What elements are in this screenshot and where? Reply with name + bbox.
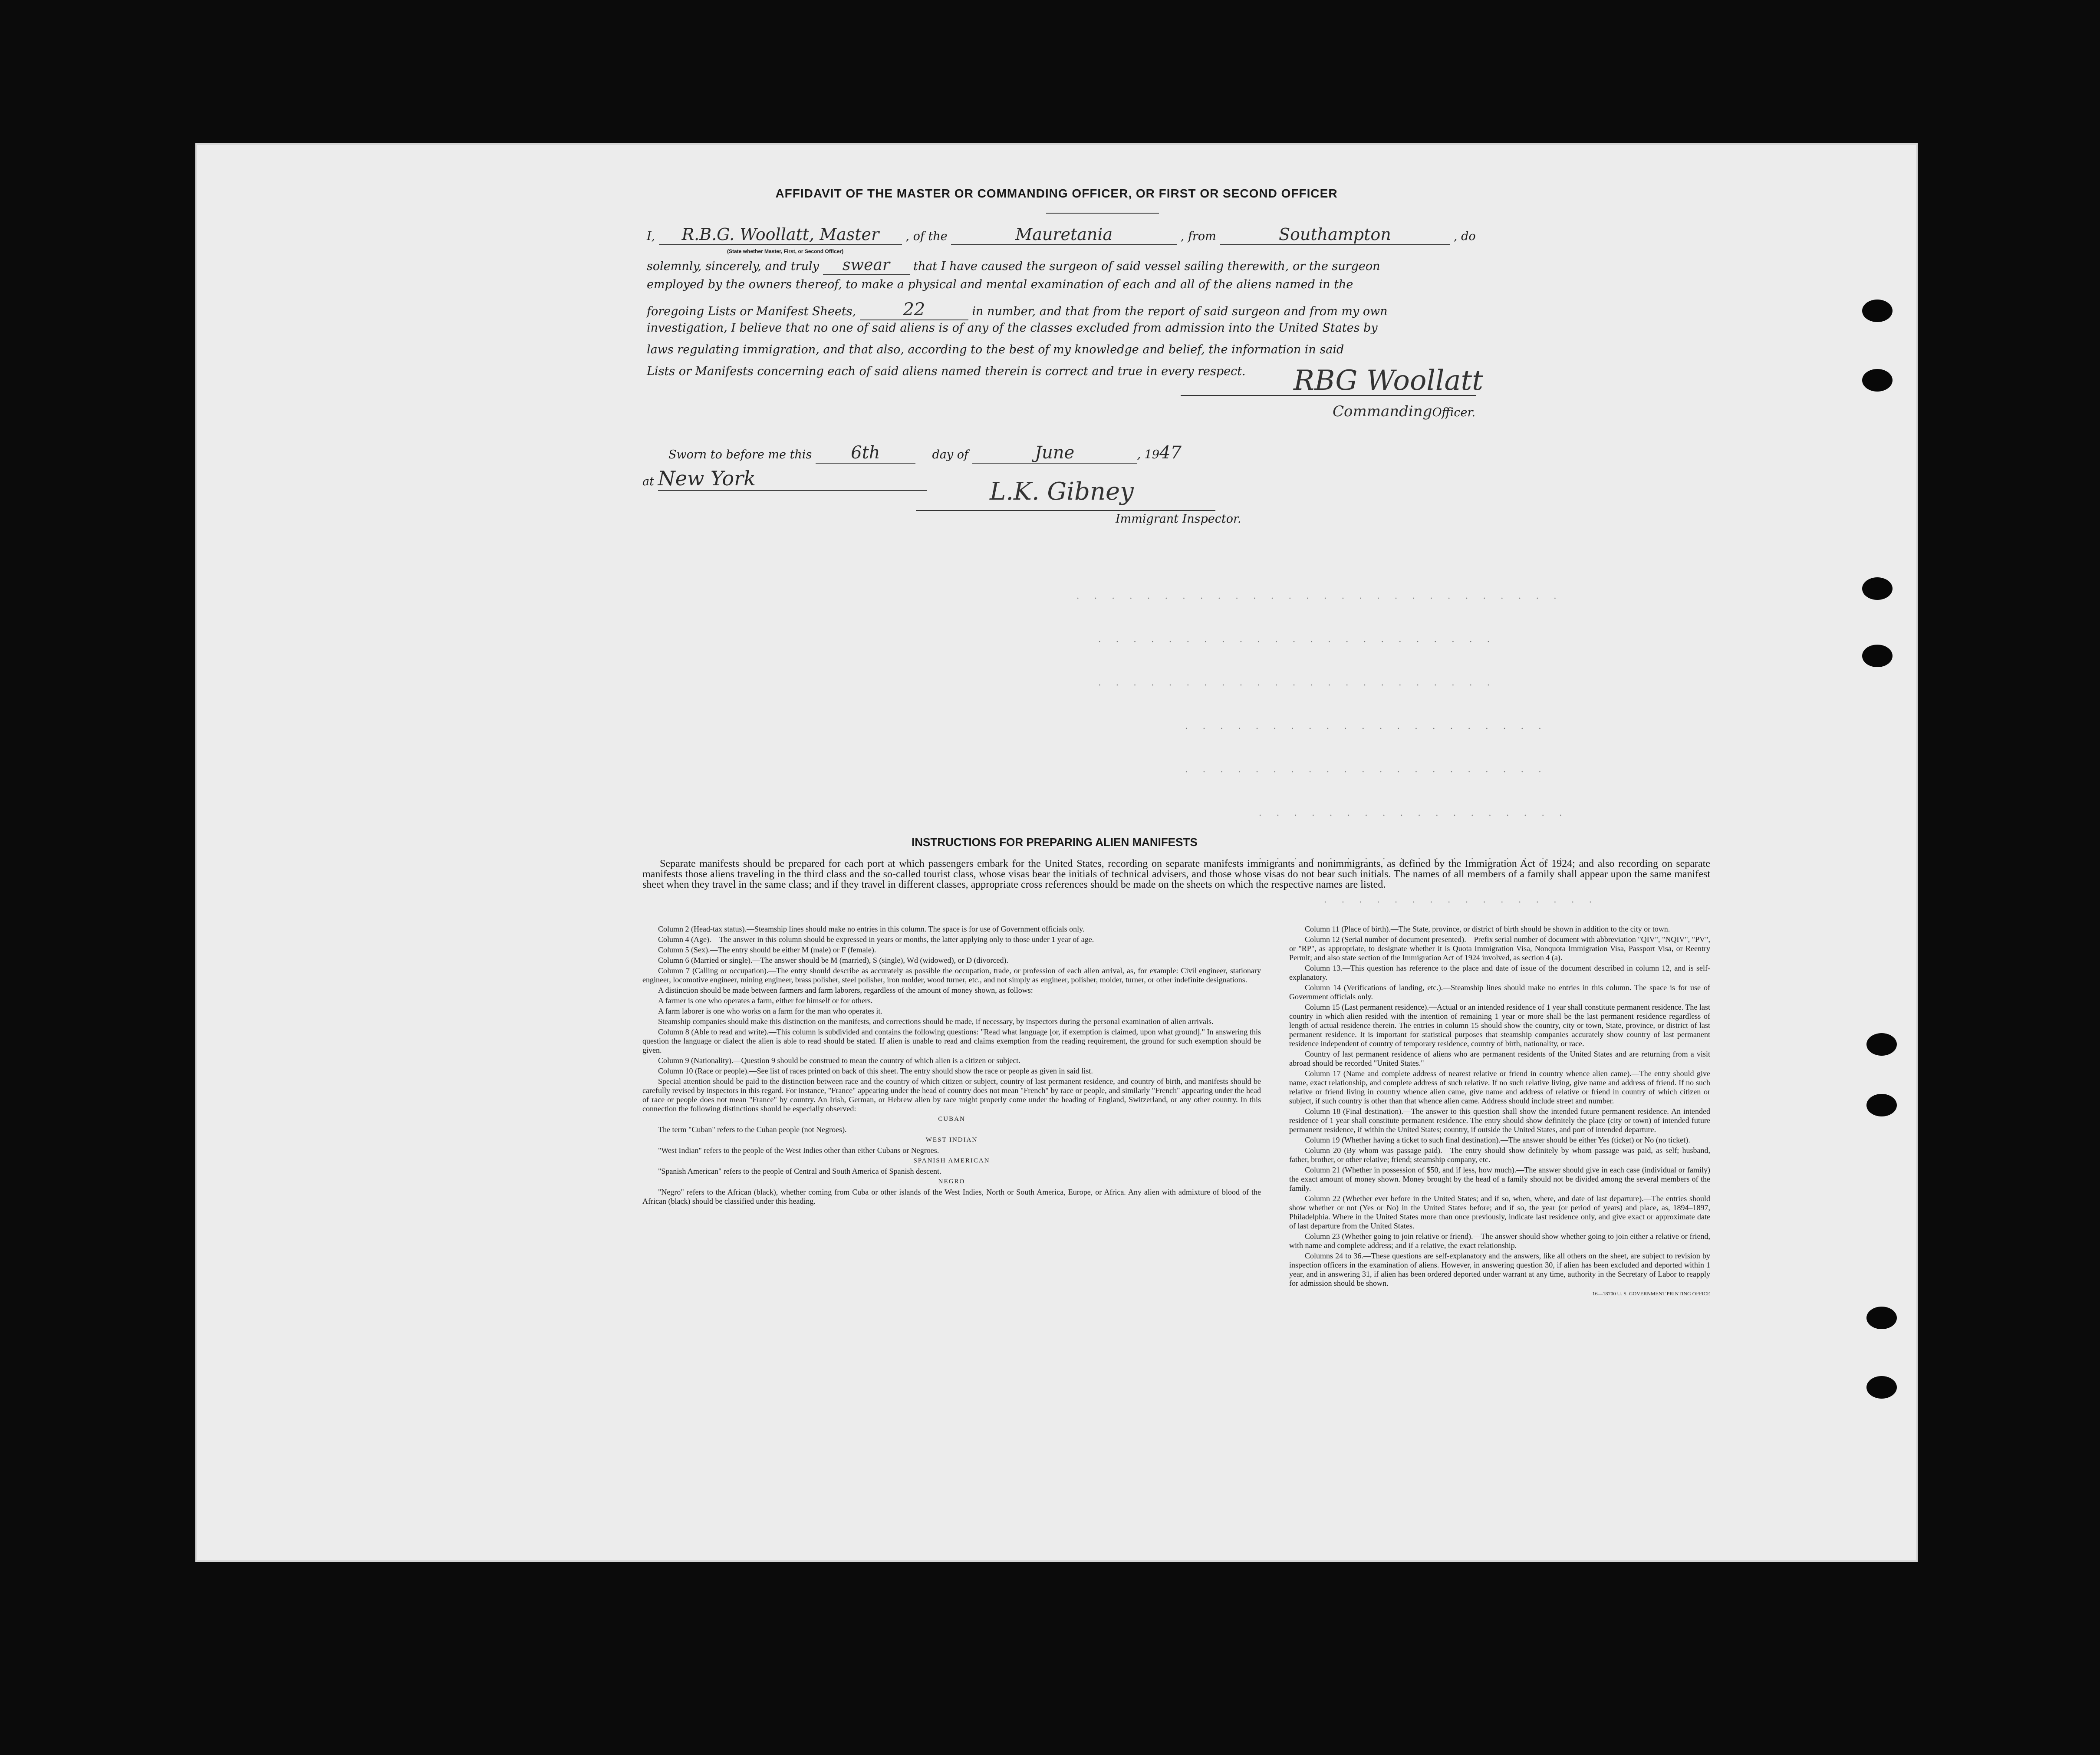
punch-hole xyxy=(1866,1094,1897,1116)
punch-hole xyxy=(1862,369,1893,392)
negro-heading: NEGRO xyxy=(938,1178,965,1185)
instruction-paragraph: Columns 24 to 36.—These questions are self-explanatory and the answers, like all others on the sheet, are subject to revision by inspection officers in the examination of aliens. However, in answering question 30, if alien has been excluded and deported within 1 year, and in answering 31, if alien has been ordered deported under warrant at any time, authority in the Secretary of Labor to reapply for admission should be shown. xyxy=(1289,1251,1710,1287)
sworn-year: 47 xyxy=(1159,443,1182,463)
instruction-paragraph: Steamship companies should make this distinction on the manifests, and corrections should be made, if necessary, by inspectors during the personal examination of alien arrivals. xyxy=(658,1017,1214,1026)
affidavit-line-1 xyxy=(647,225,1476,245)
instruction-paragraph: Column 12 (Serial number of document presented).—Prefix serial number of document with abbreviation "QIV", "NQIV", "PV", or "RP", as appropriate, to designate whether it is Quota Immigration Visa, Nonquota Immigration Visa, Passport Visa, or Reentry Permit; and also state section of the Immigration Act of 1924 involved, as section 4 (a). xyxy=(1289,935,1710,962)
sheet-count: 22 xyxy=(860,300,968,320)
vessel-name: Mauretania xyxy=(951,225,1177,245)
cuban-definition: The term "Cuban" refers to the Cuban people (not Negroes). xyxy=(658,1125,847,1134)
instruction-paragraph: A farm laborer is one who works on a farm for the man who operates it. xyxy=(658,1007,882,1015)
spanish-american-definition: "Spanish American" refers to the people of Central and South America of Spanish descent. xyxy=(658,1167,941,1175)
officer-signature: RBG Woollatt xyxy=(1294,365,1483,397)
instruction-paragraph: Column 22 (Whether ever before in the United States; and if so, when, where, and date of last departure).—The entries should show whether or not (Yes or No) in the United States before; and if so, the year (or period of years) and place, as, 1894–1897, Philadelphia. Where in the United States more than once previously, indicate last residence only, and give exact or approximate date of last departure from the United States. xyxy=(1289,1194,1710,1230)
bleed-dots: . . . . . . . . . . . . . . . . . . . . . . . xyxy=(1098,677,1496,688)
sworn-month: June xyxy=(972,443,1137,464)
bleed-dots: . . . . . . . . . . . . . . . . . . . . . xyxy=(1185,764,1547,774)
line4-end: in number, and that from the report of said surgeon and from my own xyxy=(972,305,1388,318)
bleed-dots: . . . . . . . . . . . . . . . . . . xyxy=(1259,807,1568,818)
line4-start: foregoing Lists or Manifest Sheets, xyxy=(647,305,856,318)
instruction-paragraph: Country of last permanent residence of aliens who are permanent residents of the United States and are returning from a visit abroad should be recorded "United States." xyxy=(1289,1050,1710,1067)
inspector-label: Immigrant Inspector. xyxy=(1116,512,1241,526)
from-text: , from xyxy=(1180,230,1216,243)
instruction-paragraph: Column 14 (Verifications of landing, etc.).—Steamship lines should make no entries in this column. The space is for use of Government officials only. xyxy=(1289,983,1710,1001)
instruction-paragraph: Column 15 (Last permanent residence).—Actual or an intended residence of 1 year shall constitute permanent residence. The last country in which alien resided with the intention of remaining 1 year or more shall be the last permanent residence regardless of length of actual residence therein. The entries in column 15 should show the country, city or town, State, province, or district of last permanent residence. It is important for statistical purposes that steamship companies accurately show country of last permanent residence independent of country of temporary residence, country of birth, nationality, or race. xyxy=(1289,1003,1710,1048)
do-text: , do xyxy=(1453,230,1476,243)
bleed-dots: . . . . . . . . . . . . . . . . . . . . . . . xyxy=(1098,634,1496,644)
officer-title xyxy=(1333,403,1475,420)
spanish-american-heading: SPANISH AMERICAN xyxy=(913,1157,990,1164)
sworn-line xyxy=(668,443,1182,464)
punch-hole xyxy=(1866,1307,1897,1329)
sworn-place: New York xyxy=(658,467,927,491)
affidavit-line-5: investigation, I believe that no one of said aliens is of any of the classes excluded from admission into the United States by xyxy=(647,321,1378,335)
instruction-paragraph: Column 10 (Race or people).—See list of races printed on back of this sheet. The entry should show the race or people as given in said list. xyxy=(658,1067,1093,1075)
instruction-paragraph: Column 8 (Able to read and write).—This column is subdivided and contains the following questions: "Read what language [or, if exemption is claimed, upon what ground]." In answering this question the language or dialect the alien is able to read should be stated. If alien is unable to read and claims exemption from the reading requirement, the ground for such exemption should be given. xyxy=(642,1027,1261,1054)
instruction-paragraph: Column 19 (Whether having a ticket to such final destination).—The answer should be either Yes (ticket) or No (no ticket). xyxy=(1305,1136,1690,1144)
negro-definition: "Negro" refers to the African (black), whether coming from Cuba or other islands of the West Indies, North or South America, Europe, or Africa. Any alien with admixture of blood of the African (black) should be classified under this heading. xyxy=(642,1188,1261,1205)
instructions-intro: Separate manifests should be prepared for each port at which passengers embark for the United States, recording on separate manifests immigrants and nonimmigrants, as defined by the Immigration Act of 1924; and also recording on separate manifests those aliens traveling in the third class and the so-called tourist class, whose visas bear the initials of technical advisers, and those whose visas do not bear such initials. The names of all members of a family shall appear upon the same manifest sheet when they travel in the same class; and if they travel in different classes, appropriate cross references should be made on the sheets on which the respective names are listed. xyxy=(642,858,1710,890)
punch-hole xyxy=(1862,645,1893,667)
document-page xyxy=(195,143,1918,1562)
inspector-signature: L.K. Gibney xyxy=(990,477,1134,506)
oath-word: swear xyxy=(823,256,910,275)
printer-note: 16—18700 U. S. GOVERNMENT PRINTING OFFICE xyxy=(1592,1291,1710,1297)
affidavit-line-3: employed by the owners thereof, to make a physical and mental examination of each and all of the aliens named in the xyxy=(647,278,1353,291)
sworn-day: 6th xyxy=(816,443,915,464)
punch-hole xyxy=(1862,577,1893,600)
affidavit-title: AFFIDAVIT OF THE MASTER OR COMMANDING OFFICER, OR FIRST OR SECOND OFFICER xyxy=(775,187,1338,200)
instruction-paragraph: Column 18 (Final destination).—The answer to this question shall show the intended future permanent residence. An intended residence of 1 year shall constitute permanent residence. The entry should show definitely the place (city or town) of intended future permanent residence, if within the United States; country, if outside the United States, and port of intended departure. xyxy=(1289,1107,1710,1134)
sworn-text: Sworn to before me this xyxy=(668,448,812,461)
officer-name: R.B.G. Woollatt, Master xyxy=(659,225,902,245)
instructions-right-column xyxy=(1289,925,1710,1300)
instruction-paragraph: Special attention should be paid to the distinction between race and the country of which citizen or subject, country of last permanent residence, and country of birth, and manifests should be carefully revised by inspectors in this regard. For instance, "France" appearing under the head of country does not mean "French" by race or people, and similarly "French" appearing under the head of race or people does not mean "France" by country. An Irish, German, or Hebrew alien by race might properly come under the heading of England, Switzerland, or any other country. In this connection the following distinctions should be especially observed: xyxy=(642,1077,1261,1113)
instruction-paragraph: Column 17 (Name and complete address of nearest relative or friend in country whence alien came).—The entry should give name, exact relationship, and complete address of such relative. If no such relative living, give name and address of friend. If no such relative or friend living in country whence alien came, give name and address of relative or friend in country of which citizen or subject, if such country is other than that whence alien came. Address should include street and number. xyxy=(1289,1069,1710,1105)
of-the-text: , of the xyxy=(905,230,948,243)
title-divider xyxy=(1046,213,1159,214)
instruction-paragraph: Column 23 (Whether going to join relative or friend).—The answer should show whether going to join either a relative or friend, with name and complete address; and if a relative, the exact relationship. xyxy=(1289,1232,1710,1250)
instruction-paragraph: A farmer is one who operates a farm, either for himself or for others. xyxy=(658,996,873,1005)
line2-end: that I have caused the surgeon of said vessel sailing therewith, or the surgeon xyxy=(913,260,1380,273)
punch-hole xyxy=(1866,1376,1897,1399)
affidavit-line-2 xyxy=(647,256,1380,275)
commanding-handwritten: Commanding xyxy=(1333,403,1432,420)
instruction-paragraph: Column 7 (Calling or occupation).—The entry should describe as accurately as possible the occupation, trade, or profession of each alien arrival, as, for example: Civil engineer, stationary engineer, locomotive engineer, mining engineer, brass polisher, steel polisher, iron molder, wood turner, etc., and not simply as engineer, polisher, molder, turner, or other indefinite designations. xyxy=(642,966,1261,984)
instructions-left-column xyxy=(642,925,1261,1207)
instruction-paragraph: Column 4 (Age).—The answer in this column should be expressed in years or months, the latter applying only to those under 1 year of age. xyxy=(658,935,1094,944)
instruction-paragraph: Column 11 (Place of birth).—The State, province, or district of birth should be shown in addition to the city or town. xyxy=(1305,925,1670,933)
instructions-title: INSTRUCTIONS FOR PREPARING ALIEN MANIFESTS xyxy=(912,836,1198,849)
bleed-dots: . . . . . . . . . . . . . . . . . . . . . xyxy=(1185,721,1547,731)
instruction-paragraph: Column 6 (Married or single).—The answer should be M (married), S (single), Wd (widowed), or D (divorced). xyxy=(658,956,1008,965)
inspector-signature-line xyxy=(916,510,1215,511)
bleed-dots: . . . . . . . . . . . . . . . . xyxy=(1324,894,1598,905)
cuban-heading: CUBAN xyxy=(938,1116,965,1123)
affidavit-line-7: Lists or Manifests concerning each of said aliens named therein is correct and true in every respect. xyxy=(647,365,1246,378)
west-indian-definition: "West Indian" refers to the people of the West Indies other than either Cubans or Negroes. xyxy=(658,1146,939,1155)
port-name: Southampton xyxy=(1220,225,1450,245)
instruction-paragraph: Column 21 (Whether in possession of $50, and if less, how much).—The answer should give in each case (individual or family) the exact amount of money shown. Money brought by the head of a family should not be divided among the several members of the family. xyxy=(1289,1166,1710,1192)
affidavit-line-6: laws regulating immigration, and that also, according to the best of my knowledge and belief, the information in said xyxy=(647,343,1344,356)
bleed-dots: . . . . . . . . . . . . . . . . . . xyxy=(1259,851,1568,861)
place-line xyxy=(642,467,927,491)
year-prefix: , 19 xyxy=(1137,448,1160,461)
instruction-paragraph: Column 20 (By whom was passage paid).—The entry should show definitely by whom passage was paid, as self; husband, father, brother, or other relative; friend; steamship company, etc. xyxy=(1289,1146,1710,1164)
punch-hole xyxy=(1862,300,1893,322)
instruction-paragraph: Column 13.—This question has reference to the place and date of issue of the document described in column 12, and is self-explanatory. xyxy=(1289,964,1710,981)
affidavit-i: I, xyxy=(647,230,655,243)
affidavit-line-4 xyxy=(647,300,1388,320)
bleed-dots: . . . . . . . . . . . . . . . . . . . . . . . . . . . . xyxy=(1076,590,1563,601)
instruction-paragraph: Column 9 (Nationality).—Question 9 should be construed to mean the country of which alien is a citizen or subject. xyxy=(658,1056,1020,1065)
at-text: at xyxy=(642,475,654,488)
instruction-paragraph: Column 2 (Head-tax status).—Steamship lines should make no entries in this column. The space is for use of Government officials only. xyxy=(658,925,1085,933)
instruction-paragraph: Column 5 (Sex).—The entry should be either M (male) or F (female). xyxy=(658,945,876,954)
instruction-paragraph: A distinction should be made between farmers and farm laborers, regardless of the amount of money shown, as follows: xyxy=(658,986,1033,994)
west-indian-heading: WEST INDIAN xyxy=(925,1136,978,1143)
punch-hole xyxy=(1866,1033,1897,1056)
line2-start: solemnly, sincerely, and truly xyxy=(647,260,819,273)
officer-label: Officer. xyxy=(1432,406,1475,419)
state-caption: (State whether Master, First, or Second Officer) xyxy=(727,248,844,254)
day-of-text: day of xyxy=(932,448,968,461)
